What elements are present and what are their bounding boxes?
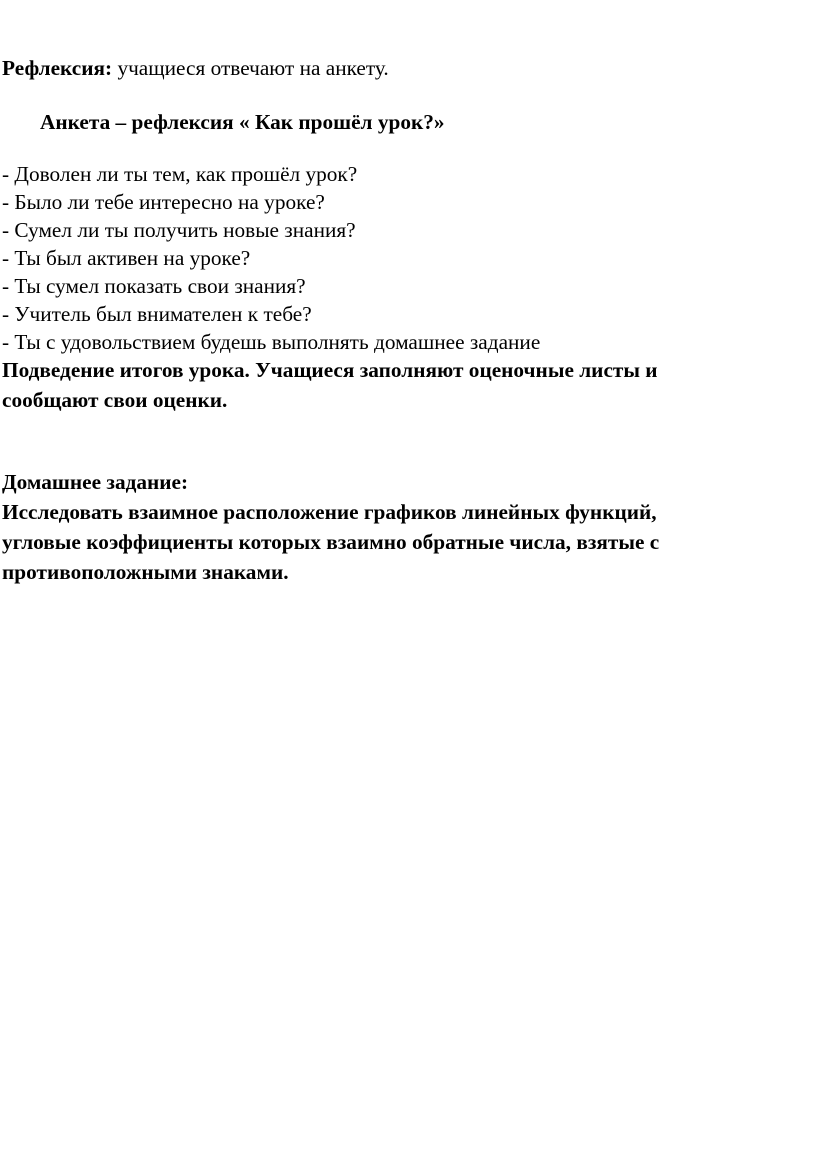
reflexia-text: учащиеся отвечают на анкету. — [112, 56, 389, 80]
anketa-question: - Ты был активен на уроке? — [2, 246, 251, 270]
homework-line: угловые коэффициенты которых взаимно обратные числа, взятые с — [2, 530, 660, 554]
summary-line: сообщают свои оценки. — [2, 388, 228, 412]
anketa-question: - Ты с удовольствием будешь выполнять домашнее задание — [2, 330, 541, 354]
reflexia-paragraph — [2, 54, 389, 82]
anketa-question: - Учитель был внимателен к тебе? — [2, 302, 312, 326]
anketa-question: - Ты сумел показать свои знания? — [2, 274, 306, 298]
summary-line: Подведение итогов урока. Учащиеся заполняют оценочные листы и — [2, 358, 658, 382]
homework-title: Домашнее задание: — [2, 470, 189, 494]
anketa-question: - Доволен ли ты тем, как прошёл урок? — [2, 162, 358, 186]
homework-line: противоположными знаками. — [2, 560, 289, 584]
reflexia-label: Рефлексия: — [2, 56, 113, 80]
homework-line: Исследовать взаимное расположение графиков линейных функций, — [2, 500, 657, 524]
anketa-question: - Было ли тебе интересно на уроке? — [2, 190, 325, 214]
anketa-question: - Сумел ли ты получить новые знания? — [2, 218, 356, 242]
anketa-title: Анкета – рефлексия « Как прошёл урок?» — [40, 110, 445, 134]
